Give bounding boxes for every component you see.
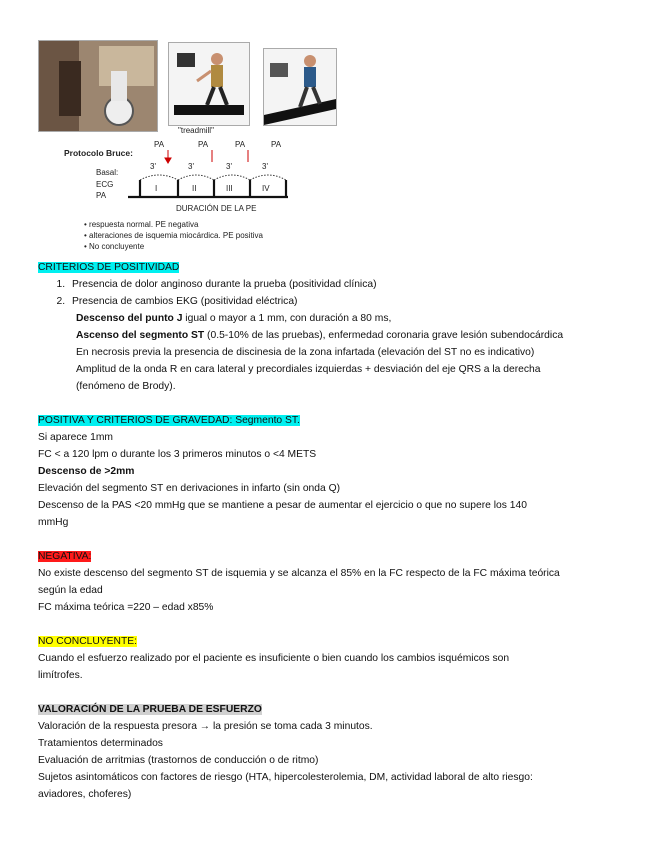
ekg-sub-line: Descenso del punto J igual o mayor a 1 mm, con duración a 80 ms, [76, 313, 392, 324]
row-label-ecg: ECG [96, 180, 114, 189]
negativa-line: según la edad [38, 585, 103, 596]
negativa-line: FC máxima teórica =220 – edad x85% [38, 602, 214, 613]
valoracion-line: Sujetos asintomáticos con factores de riesgo (HTA, hipercolesterolemia, DM, actividad laboral de alto riesgo: [38, 772, 533, 783]
valoracion-line: Evaluación de arritmias (trastornos de conducción o de ritmo) [38, 755, 319, 766]
section-title-gravedad: POSITIVA Y CRITERIOS DE GRAVEDAD: Segmento ST. [38, 415, 300, 426]
section-title-negativa: NEGATIVA: [38, 551, 92, 562]
noconc-line: limítrofes. [38, 670, 83, 681]
stage-label: III [226, 184, 233, 193]
treadmill-caption: "treadmill" [178, 126, 214, 135]
figure-bullet: • respuesta normal. PE negativa [84, 220, 199, 229]
minute-label: 3' [150, 162, 156, 171]
ekg-sub-line: Ascenso del segmento ST (0.5-10% de las pruebas), enfermedad coronaria grave lesión subendocárdica [76, 330, 564, 341]
noconc-line: Cuando el esfuerzo realizado por el paciente es insuficiente o bien cuando los cambios isquémicos son [38, 653, 510, 664]
bruce-protocol-figure [38, 40, 338, 255]
pa-label: PA [154, 140, 165, 149]
figure-bullet: • alteraciones de isquemia miocárdica. PE positiva [84, 231, 263, 240]
minute-label: 3' [188, 162, 194, 171]
ekg-sub-line: (fenómeno de Brody). [76, 381, 176, 392]
gravedad-line: Elevación del segmento ST en derivaciones in infarto (sin onda Q) [38, 483, 341, 494]
minute-label: 3' [262, 162, 268, 171]
pa-label: PA [235, 140, 246, 149]
stage-label: II [192, 184, 197, 193]
valoracion-line: Tratamientos determinados [38, 738, 163, 749]
protocol-label: Protocolo Bruce: [64, 148, 133, 158]
section-title-valoracion: VALORACIÓN DE LA PRUEBA DE ESFUERZO [38, 704, 262, 715]
pa-label: PA [198, 140, 209, 149]
stage-label: IV [262, 184, 270, 193]
valoracion-line: Valoración de la respuesta presora → la presión se toma cada 3 minutos. [38, 721, 373, 732]
gravedad-line: Descenso de >2mm [38, 466, 135, 477]
list-item: 2. Presencia de cambios EKG (positividad eléctrica) [68, 293, 628, 310]
gravedad-line: mmHg [38, 517, 69, 528]
gravedad-line: Descenso de la PAS <20 mmHg que se mantiene a pesar de aumentar el ejercicio o que no supere los 140 [38, 500, 527, 511]
pa-label: PA [271, 140, 282, 149]
stage-label: I [155, 184, 158, 193]
row-label-basal: Basal: [96, 168, 119, 177]
document-body [38, 259, 628, 803]
gravedad-line: Si aparece 1mm [38, 432, 113, 443]
ekg-sub-line: En necrosis previa la presencia de discinesia de la zona infartada (elevación del ST no es indicativo) [76, 347, 535, 358]
section-title-no-concluyente: NO CONCLUYENTE: [38, 636, 137, 647]
row-label-pa: PA [96, 191, 107, 200]
minute-label: 3' [226, 162, 232, 171]
negativa-line: No existe descenso del segmento ST de isquemia y se alcanza el 85% en la FC respecto de la FC máxima teórica [38, 568, 560, 579]
duration-label: DURACIÓN DE LA PE [176, 204, 257, 213]
valoracion-line: aviadores, choferes) [38, 789, 132, 800]
list-item: 1. Presencia de dolor anginoso durante la prueba (positividad clínica) [68, 276, 628, 293]
section-title-criterios: CRITERIOS DE POSITIVIDAD [38, 262, 180, 273]
gravedad-line: FC < a 120 lpm o durante los 3 primeros minutos o <4 METS [38, 449, 317, 460]
figure-bullet: • No concluyente [84, 242, 145, 251]
criterios-list [38, 276, 628, 310]
ekg-sub-line: Amplitud de la onda R en cara lateral y precordiales izquierdas + desviación del eje QRS a la derecha [76, 364, 541, 375]
